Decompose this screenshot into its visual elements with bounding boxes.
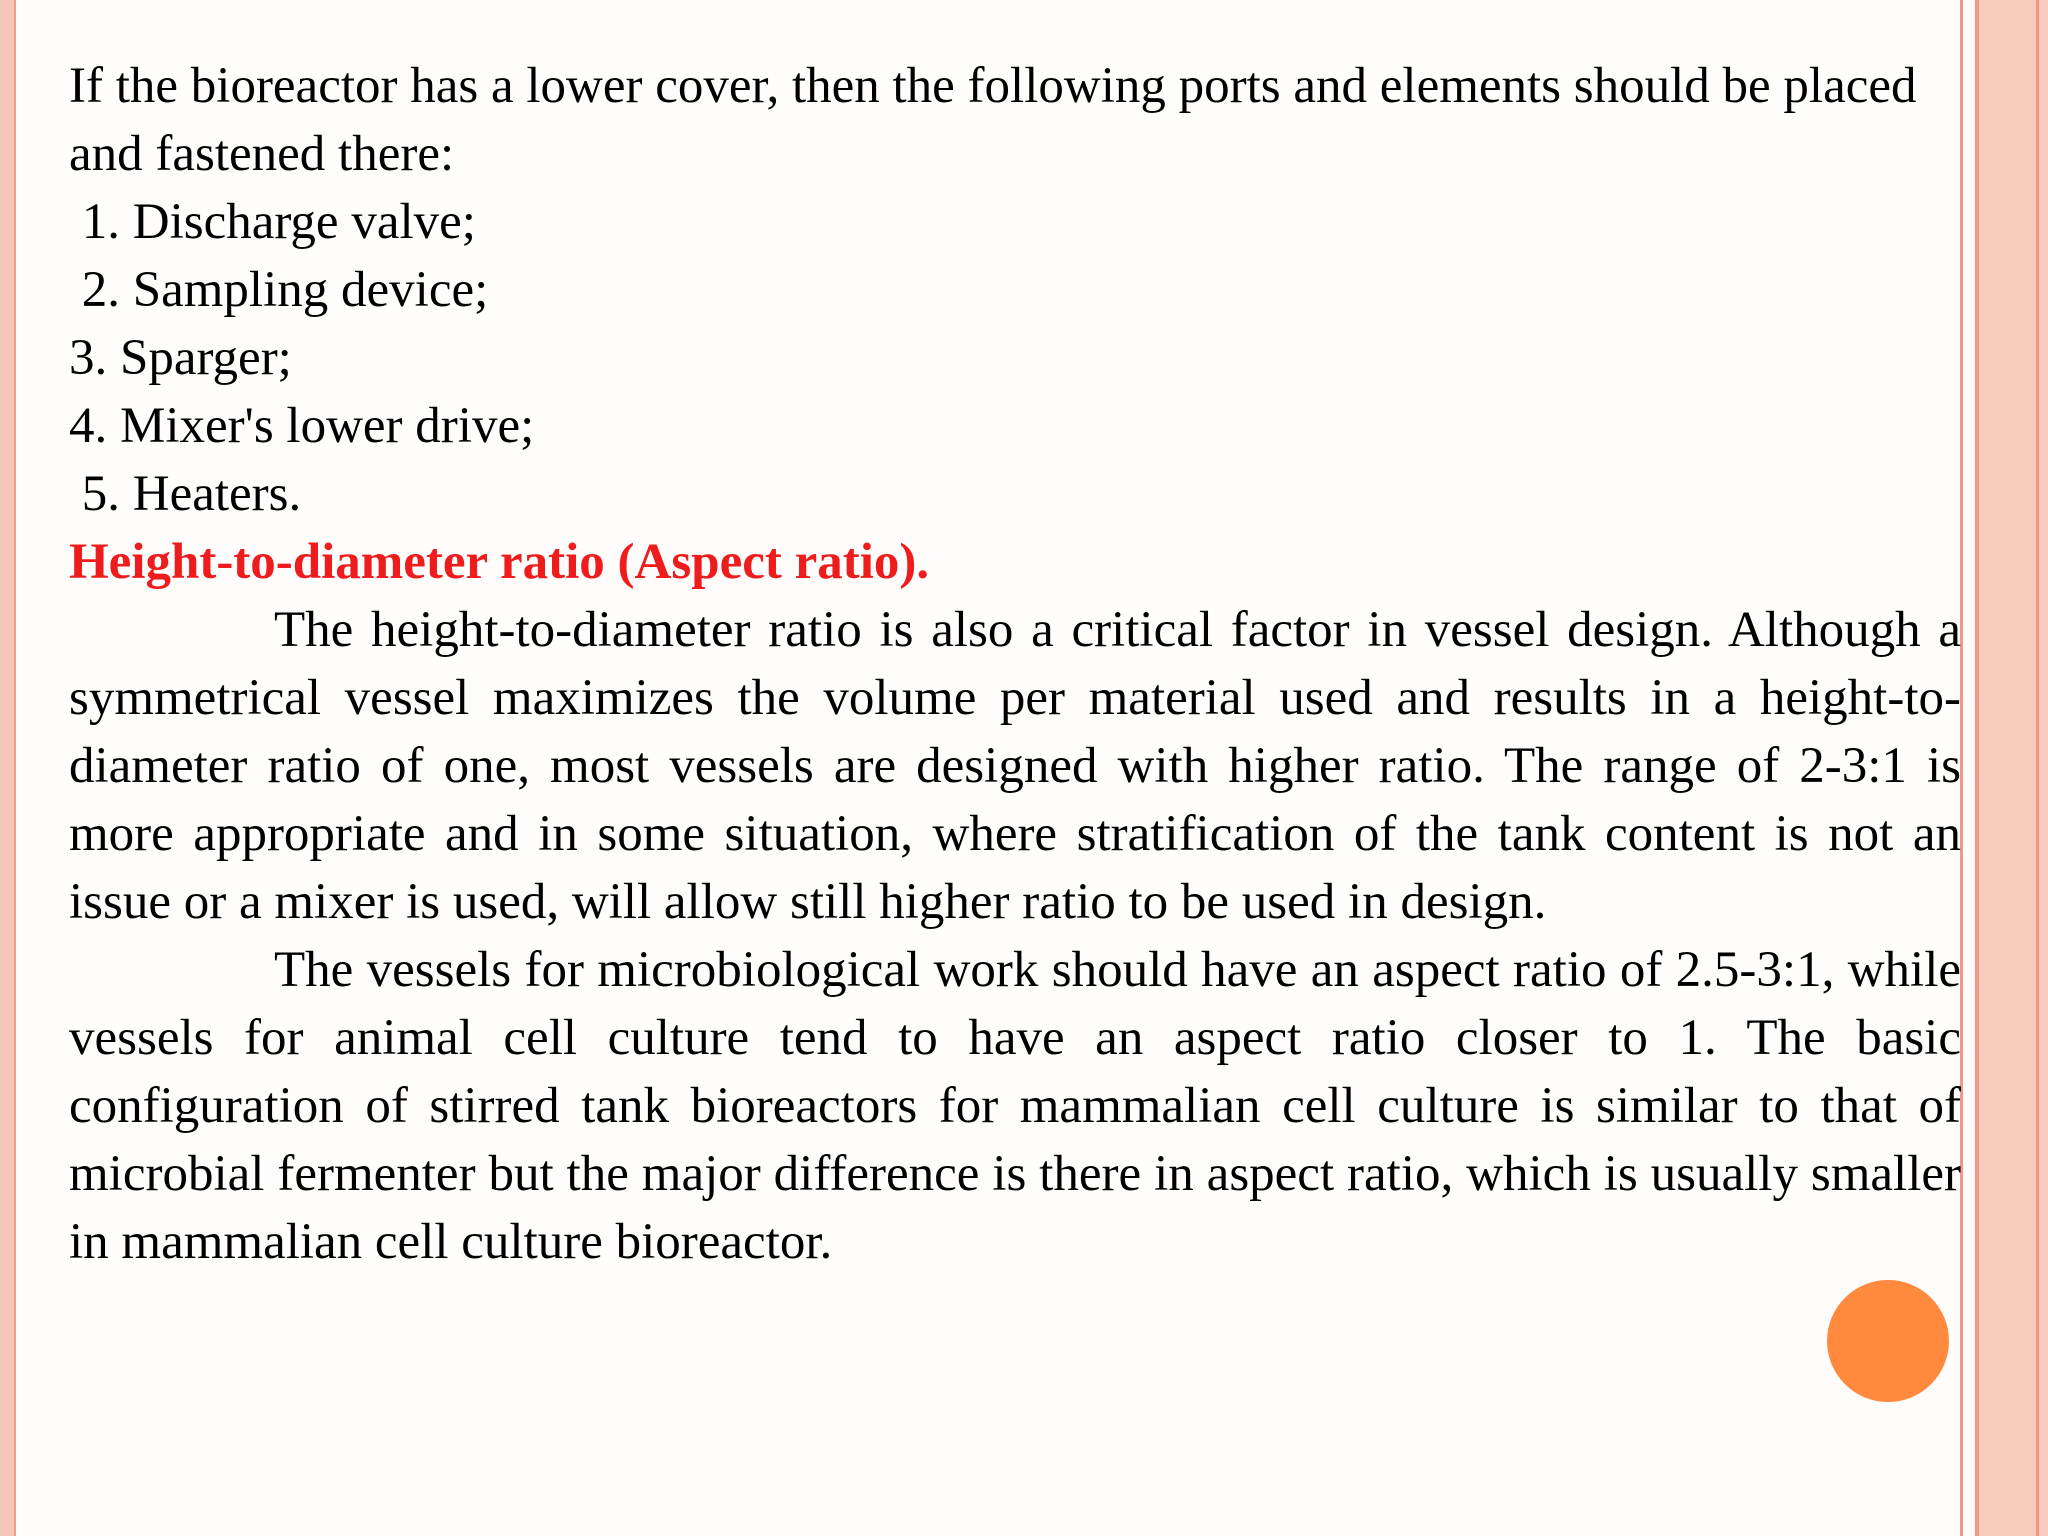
list-item: 3. Sparger; (69, 330, 292, 386)
section-heading: Height-to-diameter ratio (Aspect ratio). (69, 534, 930, 590)
list-item: 5. Heaters. (69, 466, 302, 522)
slide-content (69, 52, 1961, 1276)
body-paragraph: The height-to-diameter ratio is also a critical factor in vessel design. Although a symmetrical vessel maximizes the volume per material used and results in a height-to-diameter ratio of one, most vessels are designed with higher ratio. The range of 2-3:1 is more appropriate and in some situation, where stratification of the tank content is not an issue or a mixer is used, will allow still higher ratio to be used in design. (69, 602, 1961, 930)
left-accent-line (14, 0, 16, 1536)
intro-text: If the bioreactor has a lower cover, then the following ports and elements should be placed and fastened there: (69, 58, 1917, 182)
list-item: 1. Discharge valve; (69, 194, 476, 250)
left-accent-border (0, 0, 14, 1536)
decorative-circle (1827, 1280, 1949, 1402)
list-item: 4. Mixer's lower drive; (69, 398, 535, 454)
right-band-gap (1963, 0, 1975, 1536)
right-band-line (2036, 0, 2039, 1536)
body-paragraph: The vessels for microbiological work should have an aspect ratio of 2.5-3:1, while vessels for animal cell culture tend to have an aspect ratio closer to 1. The basic configuration of stirred tank bioreactors for mammalian cell culture is similar to that of microbial fermenter but the major difference is there in aspect ratio, which is usually smaller in mammalian cell culture bioreactor. (69, 942, 1961, 1270)
right-band-line (1975, 0, 1979, 1536)
list-item: 2. Sampling device; (69, 262, 489, 318)
